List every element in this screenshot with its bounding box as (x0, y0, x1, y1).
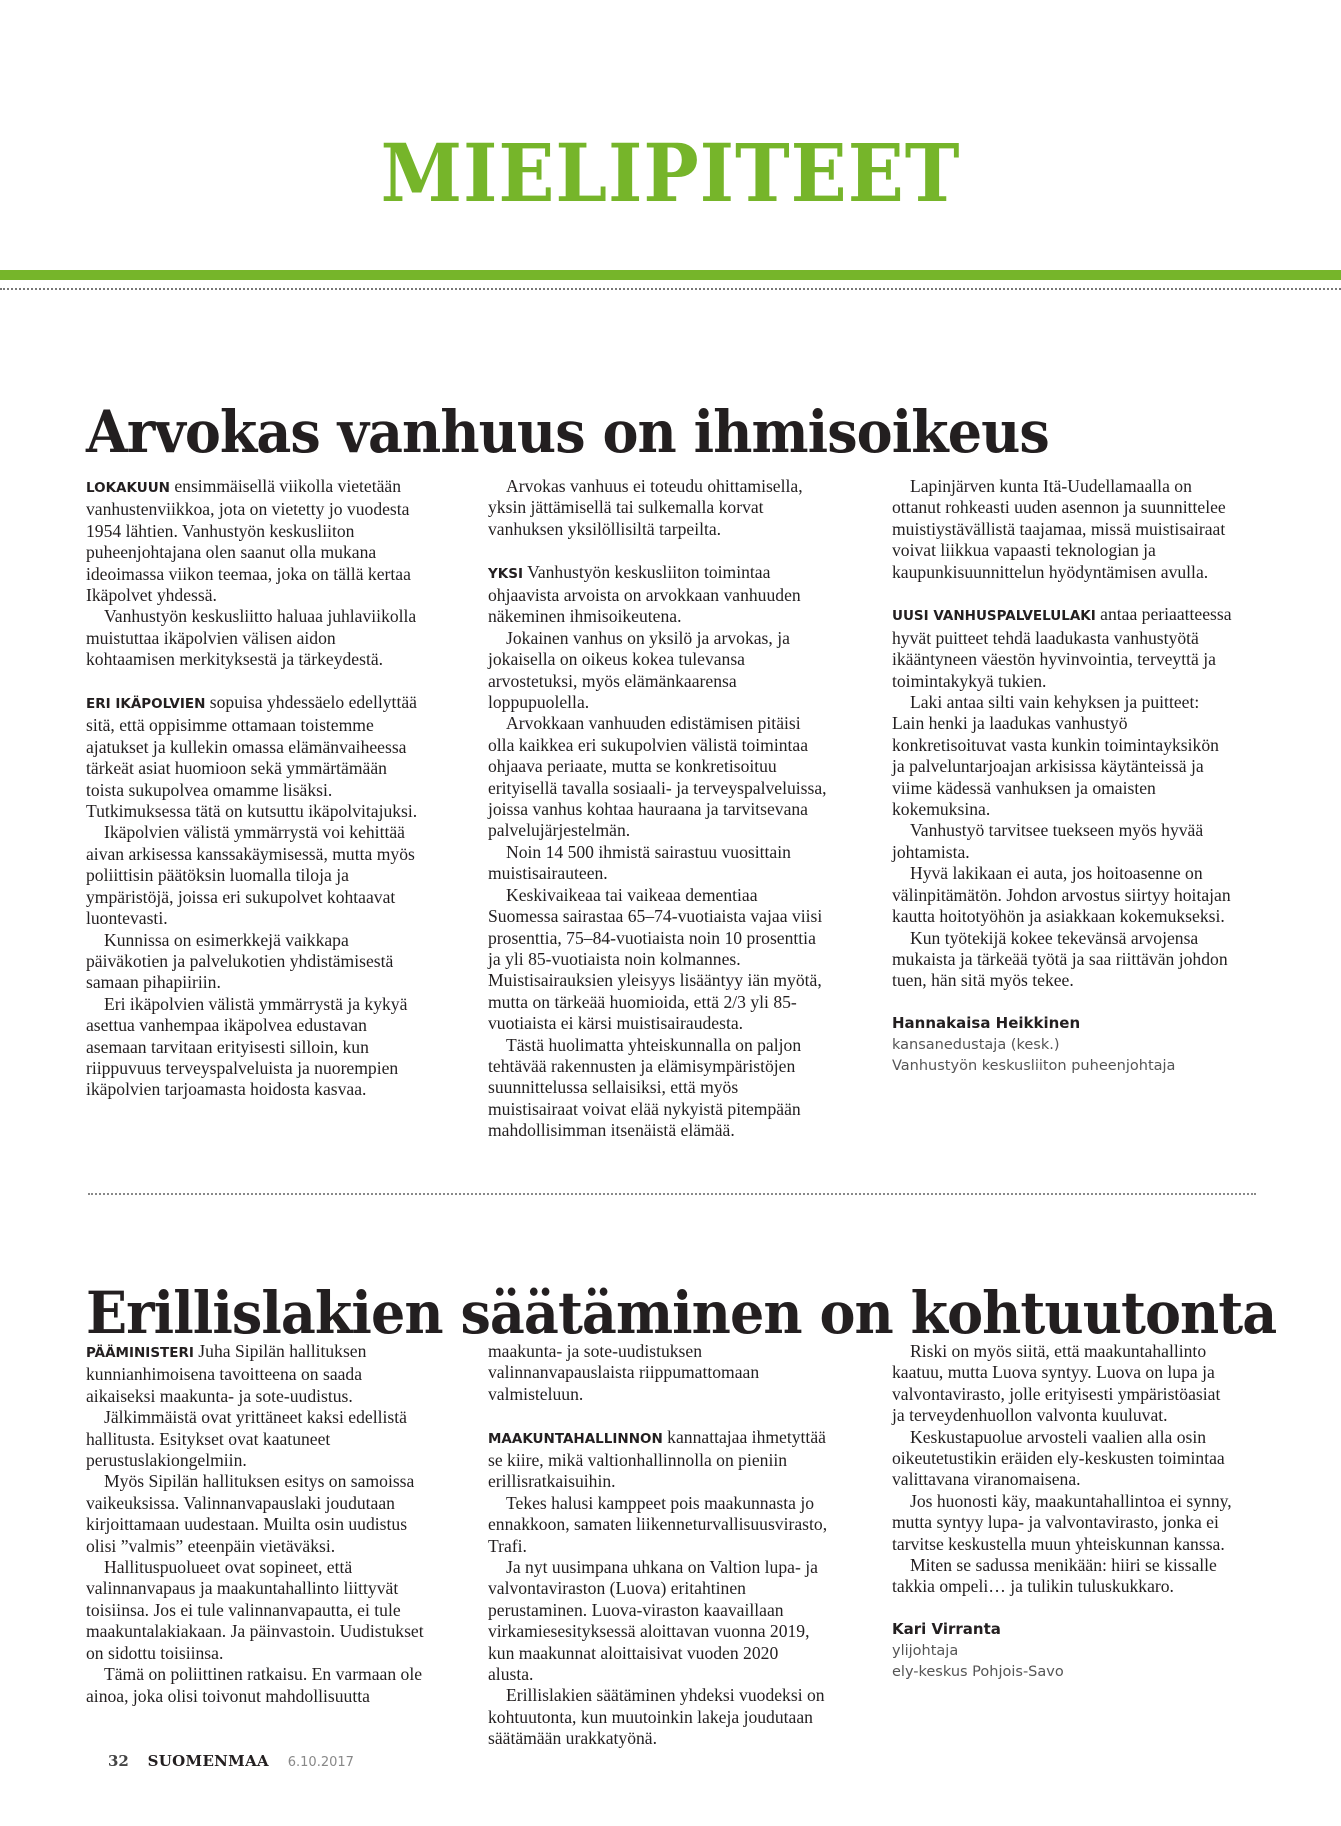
author-title: kansanedustaja (kesk.) (892, 1036, 1060, 1053)
paragraph-text: Vanhustyö tarvitsee tuekseen myös hyvää johtamista. (892, 820, 1204, 862)
paragraph (488, 1685, 828, 1749)
paragraph (86, 606, 426, 670)
paragraph-text: Lapinjärven kunta Itä-Uudellamaalla on ottanut rohkeasti uuden asennon ja suunnittelee muistiystävällistä taajamaa, missä muistisairaat voivat liikkua vapaasti teknologian ja kaupunkisuunnittelun hyödyntämisen avulla. (892, 476, 1226, 582)
paragraph-text: Erillislakien säätäminen yhdeksi vuodeksi on kohtuutonta, kun muutoinkin lakeja joudutaan säätämään urakkatyönä. (488, 1685, 825, 1749)
paragraph-text: Riski on myös siitä, että maakuntahallinto kaatuu, mutta Luova syntyy. Luova on lupa ja valvontavirasto, jolle erityisesti ympäristöasiat ja terveydenhuollon valvonta kuuluvat. (892, 1341, 1221, 1426)
paragraph (892, 1427, 1232, 1491)
article-column (488, 1341, 828, 1750)
paragraph-text: Ikäpolvien välistä ymmärrystä voi kehittää aivan arkisessa kanssakäymisessä, mutta myös poliittisin päätöksin luomalla tiloja ja ympäristöjä, joissa eri sukupolvet kohtaavat luontevasti. (86, 822, 415, 929)
author-name: Hannakaisa Heikkinen (892, 1014, 1081, 1033)
lead-in-caps: ERI IKÄPOLVIEN (86, 696, 206, 713)
paragraph-text: ensimmäisellä viikolla vietetään vanhustenviikkoa, jota on vietetty jo vuodesta 1954 lähtien. Vanhustyön keskusliiton puheenjohtajana olen saanut olla mukana ideoimassa viikon teemaa, joka on tällä kertaa Ikäpolvet yhdessä. (86, 476, 411, 606)
paragraph (488, 713, 828, 841)
paragraph-text: Eri ikäpolvien välistä ymmärrystä ja kykyä asettua vanhempaa ikäpolvea edustavan asemaan tarvitaan erityisesti silloin, kun riippuvuus terveyspalveluista ja nuorempien ikäpolvien tarjoamasta hoidosta kasvaa. (86, 993, 408, 1100)
paragraph-with-lead (488, 1427, 828, 1493)
author-title: ylijohtaja (892, 1642, 959, 1659)
author-name: Kari Virranta (892, 1620, 1001, 1639)
lead-in-caps: UUSI VANHUSPALVELULAKI (892, 608, 1096, 625)
paragraph-text: Miten se sadussa menikään: hiiri se kissalle takkia ompeli… ja tulikin tuluskukkaro. (892, 1555, 1217, 1597)
paragraph (892, 692, 1232, 820)
paragraph (86, 930, 426, 994)
page-number: 32 (108, 1752, 129, 1770)
paragraph-text: Hyvä lakikaan ei auta, jos hoitoasenne on välinpitämätön. Johdon arvostus siirtyy hoitajan kautta hoitotyöhön ja asiakkaan kokemukseksi. (892, 863, 1231, 927)
article-column (86, 1341, 426, 1707)
lead-in-caps: LOKAKUUN (86, 480, 170, 496)
lead-in-caps: MAAKUNTAHALLINNON (488, 1430, 663, 1447)
paragraph-with-lead (86, 692, 426, 822)
paragraph-text: Vanhustyön keskusliiton toimintaa ohjaavista arvoista on arvokkaan vanhuuden näkeminen ihmisoikeutena. (488, 561, 801, 627)
dotted-divider (0, 288, 1341, 290)
article-column (488, 476, 828, 1142)
paragraph-text: Laki antaa silti vain kehyksen ja puitteet: Lain henki ja laadukas vanhustyö konkretisoituvat vasta kunkin toimintayksikön ja palveluntarjoajan arkisissa käytänteissä ja viime kädessä vanhuksen ja omaisten kokemuksina. (892, 692, 1219, 820)
paragraph-text: Noin 14 500 ihmistä sairastuu vuosittain muistisairauteen. (488, 841, 791, 884)
paragraph (488, 1493, 828, 1557)
issue-date: 6.10.2017 (287, 1755, 354, 1770)
paragraph (488, 1035, 828, 1142)
lead-in-caps: YKSI (488, 565, 523, 582)
paragraph-with-lead (86, 1341, 426, 1407)
paragraph (488, 628, 828, 714)
section-title: MIELIPITEET (380, 126, 961, 220)
paragraph-text: Tekes halusi kamppeet pois maakunnasta jo ennakkoon, samaten liikenneturvallisuusvirasto, Trafi. (488, 1492, 828, 1556)
paragraph-text: sopuisa yhdessäelo edellyttää sitä, että oppisimme ottamaan toistemme ajatukset ja kullekin omassa elämänvaiheessa tärkeät asiat huomioon sekä ymmärtämään toista sukupolvea omamme lisäksi. Tutkimuksessa tätä on kutsuttu ikäpolvitajuksi. (86, 692, 418, 822)
article-divider (88, 1193, 1256, 1195)
paragraph-text: Juha Sipilän hallituksen kunnianhimoisena tavoitteena on saada aikaiseksi maakunta- ja sote-uudistus. (86, 1341, 367, 1406)
article-column (892, 476, 1232, 1077)
section-divider-bar (0, 270, 1341, 280)
paragraph-text: Kunnissa on esimerkkejä vaikkapa päiväkotien ja palvelukotien yhdistämisestä samaan pihapiiriin. (86, 929, 394, 993)
paragraph (488, 1341, 828, 1405)
paragraph (892, 1491, 1232, 1555)
article-headline: Erillislakien säätäminen on kohtuutonta (86, 1278, 1277, 1347)
paragraph (86, 822, 426, 929)
paragraph-text: Jos huonosti käy, maakuntahallintoa ei synny, mutta syntyy lupa- ja valvontavirasto, jonka ei tarvitse keskustella muun yhteiskunnan kanssa. (892, 1490, 1232, 1554)
paragraph-with-lead (892, 604, 1232, 692)
paragraph-text: Tämä on poliittinen ratkaisu. En varmaan ole ainoa, joka olisi toivonut mahdollisuutta (86, 1664, 423, 1706)
paragraph-text: Myös Sipilän hallituksen esitys on samoissa vaikeuksissa. Valinnanvapauslaki joudutaan kirjoittamaan uudestaan. Muilta osin uudistus olisi ”valmis” eteenpäin vietäväksi. (86, 1471, 415, 1556)
paragraph (892, 476, 1232, 583)
article-headline: Arvokas vanhuus on ihmisoikeus (86, 397, 1049, 466)
paragraph-text: Kun työtekijä kokee tekevänsä arvojensa mukaista ja tärkeää työtä ja saa riittävän johdon tuen, hän sitä myös tekee. (892, 927, 1228, 991)
paragraph-text: Keskivaikeaa tai vaikeaa dementiaa Suomessa sairastaa 65–74-vuotiaista vajaa viisi prosenttia, 75–84-vuotiaista noin 10 prosenttia ja yli 85-vuotiaista noin kolmannes. Muistisairauksien yleisyys lisääntyy iän myötä, mutta on tärkeää huomioida, että 2/3 yli 85-vuotiaista ei kärsi muistisairaudesta. (488, 884, 823, 1034)
paragraph-text: antaa periaatteessa hyvät puitteet tehdä laadukasta vanhustyötä ikääntyneen väestön hyvinvointia, terveyttä ja toimintakykyä tukien. (892, 604, 1232, 691)
paragraph-with-lead (86, 476, 426, 606)
paragraph (488, 476, 828, 540)
paragraph (892, 820, 1232, 863)
paragraph (488, 885, 828, 1035)
article-column (86, 476, 426, 1101)
author-affiliation: Vanhustyön keskusliiton puheenjohtaja (892, 1057, 1176, 1074)
paragraph (892, 928, 1232, 992)
publication-name: SUOMENMAA (147, 1752, 269, 1770)
page-footer (108, 1752, 354, 1770)
paragraph (86, 1557, 426, 1664)
paragraph (892, 1555, 1232, 1598)
paragraph-text: Jokainen vanhus on yksilö ja arvokas, ja jokaisella on oikeus kokea tulevansa arvostetuksi, myös elämänkaarensa loppupuolella. (488, 627, 790, 713)
article-column (892, 1341, 1232, 1683)
paragraph-text: Arvokkaan vanhuuden edistämisen pitäisi olla kaikkea eri sukupolvien välistä toimintaa ohjaava periaate, mutta se konkretisoituu erityisellä tavalla sosiaali- ja terveyspalveluissa, joissa vanhus kohtaa hauraana ja tarvitsevana palvelujärjestelmän. (488, 713, 827, 841)
author-affiliation: ely-keskus Pohjois-Savo (892, 1664, 1064, 1681)
paragraph (488, 1557, 828, 1685)
paragraph (488, 842, 828, 885)
paragraph-text: Arvokas vanhuus ei toteudu ohittamisella, yksin jättämisellä tai sulkemalla korvat vanhuksen yksilöllisiltä tarpeilta. (488, 476, 803, 539)
paragraph-text: Tästä huolimatta yhteiskunnalla on paljon tehtävää rakennusten ja elämisympäristöjen suunnittelussa sellaisiksi, että myös muistisairaat voivat elää nykyistä pitempään mahdollisimman itsenäistä elämää. (488, 1034, 802, 1141)
paragraph-text: kannattajaa ihmetyttää se kiire, mikä valtionhallinnolla on pieniin erillisratkaisuihin. (488, 1426, 826, 1492)
paragraph-with-lead (488, 562, 828, 628)
paragraph-text: Vanhustyön keskusliitto haluaa juhlaviikolla muistuttaa ikäpolvien välisen aidon kohtaamisen merkityksestä ja tärkeydestä. (86, 606, 417, 670)
paragraph-text: Hallituspuolueet ovat sopineet, että valinnanvapaus ja maakuntahallinto liittyvät toisiinsa. Jos ei tule valinnanvapautta, ei tule maakuntalakiakaan. Ja päinvastoin. Uudistukset on sidottu toisiinsa. (86, 1557, 424, 1663)
paragraph (892, 1341, 1232, 1427)
paragraph-text: Jälkimmäistä ovat yrittäneet kaksi edellistä hallitusta. Esitykset ovat kaatuneet perustuslakiongelmiin. (86, 1407, 407, 1471)
paragraph (86, 994, 426, 1101)
paragraph-text: Ja nyt uusimpana uhkana on Valtion lupa- ja valvontaviraston (Luova) eritahtinen perustaminen. Luova-viraston kaavaillaan virkamiesesityksessä aloittavan vuonna 2019, kun maakunnat aloittaisivat vuoden 2020 alusta. (488, 1557, 818, 1685)
lead-in-caps: PÄÄMINISTERI (86, 1345, 194, 1361)
paragraph (892, 863, 1232, 927)
paragraph (86, 1664, 426, 1707)
paragraph (86, 1407, 426, 1471)
paragraph-text: maakunta- ja sote-uudistuksen valinnanvapauslaista riippumattomaan valmisteluun. (488, 1341, 760, 1404)
paragraph-text: Keskustapuolue arvosteli vaalien alla osin oikeutetustikin eräiden ely-keskusten toimintaa valittavana viranomaisena. (892, 1426, 1225, 1490)
paragraph (86, 1471, 426, 1557)
